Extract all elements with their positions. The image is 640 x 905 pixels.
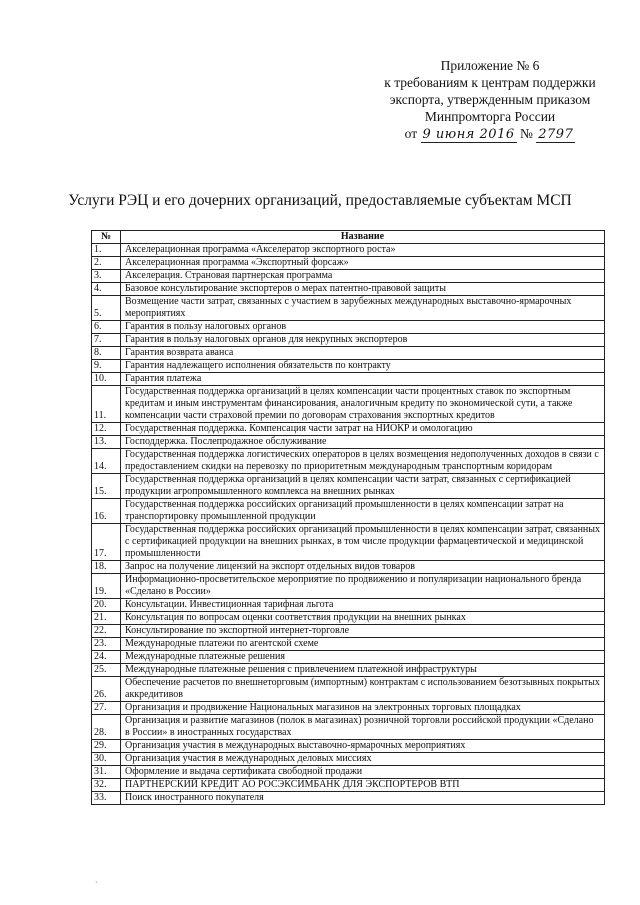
service-name: Консультации. Инвестиционная тарифная льгота [121,599,605,612]
table-header-row [92,231,605,244]
service-name: Возмещение части затрат, связанных с участием в зарубежных международных выставочно-ярмарочных мероприятиях [121,296,605,321]
service-name: Гарантия возврата аванса [121,347,605,360]
row-number: 29. [92,740,121,753]
row-number: 32. [92,779,121,792]
row-number: 22. [92,625,121,638]
service-name: Поиск иностранного покупателя [121,792,605,805]
service-name: Базовое консультирование экспортеров о мерах патентно-правовой защиты [121,283,605,296]
appendix-line-2: к требованиям к центрам поддержки [384,75,596,90]
table-row [92,283,605,296]
table-row [92,449,605,474]
row-number: 21. [92,612,121,625]
table-row [92,499,605,524]
table-row [92,753,605,766]
row-number: 31. [92,766,121,779]
service-name: Организация участия в международных выставочно-ярмарочных мероприятиях [121,740,605,753]
service-name: Информационно-просветительское мероприятие по продвижению и популяризации национального бренда «Сделано в России» [121,574,605,599]
row-number: 28. [92,715,121,740]
service-name: Организация и продвижение Национальных магазинов на электронных торговых площадках [121,702,605,715]
service-name: Организация и развитие магазинов (полок в магазинах) розничной торговли российской продукции «Сделано в России» в иностранных государствах [121,715,605,740]
service-name: ПАРТНЕРСКИЙ КРЕДИТ АО РОСЭКСИМБАНК ДЛЯ ЭКСПОРТЕРОВ ВТП [121,779,605,792]
row-number: 16. [92,499,121,524]
services-table [91,230,605,805]
service-name: Господдержка. Послепродажное обслуживание [121,436,605,449]
table-row [92,347,605,360]
table-row [92,334,605,347]
row-number: 15. [92,474,121,499]
service-name: Гарантия в пользу налоговых органов [121,321,605,334]
scan-mark: ` [95,880,98,890]
table-row [92,270,605,283]
table-body [92,244,605,805]
service-name: Консультирование по экспортной интернет-торговле [121,625,605,638]
row-number: 13. [92,436,121,449]
table-row [92,715,605,740]
row-number: 14. [92,449,121,474]
service-name: Организация участия в международных деловых миссиях [121,753,605,766]
table-row [92,779,605,792]
table-row [92,651,605,664]
number-label: № [519,126,533,141]
service-name: Обеспечение расчетов по внешнеторговым (импортным) контрактам с использованием безотзывных покрытых аккредитивов [121,677,605,702]
row-number: 6. [92,321,121,334]
service-name: Акселерационная программа «Акселератор экспортного роста» [121,244,605,257]
table-row [92,766,605,779]
table-row [92,244,605,257]
table-row [92,740,605,753]
service-name: Гарантия надлежащего исполнения обязательств по контракту [121,360,605,373]
service-name: Гарантия платежа [121,373,605,386]
table-row [92,296,605,321]
table-row [92,612,605,625]
table-row [92,792,605,805]
handwritten-date: 9 июня 2016 [422,127,515,142]
row-number: 5. [92,296,121,321]
service-name: Международные платежи по агентской схеме [121,638,605,651]
table-row [92,664,605,677]
column-header-name: Название [121,231,605,244]
service-name: Государственная поддержка логистических операторов в целях возмещения недополученных доходов в связи с предоставлением скидки на перевозку по приоритетным международным транспортным коридорам [121,449,605,474]
row-number: 17. [92,524,121,561]
row-number: 18. [92,561,121,574]
table-row [92,524,605,561]
row-number: 3. [92,270,121,283]
service-name: Международные платежные решения с привлечением платежной инфраструктуры [121,664,605,677]
service-name: Акселерационная программа «Экспортный форсаж» [121,257,605,270]
table-row [92,360,605,373]
service-name: Государственная поддержка организаций в целях компенсации части процентных ставок по экспортным кредитам и иным инструментам финансирования, аналогичным кредиту по экономической сути, а также компенсации части страховой премии по договорам страхования экспортных кредитов [121,386,605,423]
table-row [92,561,605,574]
from-label: от [404,126,418,141]
row-number: 20. [92,599,121,612]
row-number: 7. [92,334,121,347]
table-row [92,474,605,499]
order-date-number-line [340,125,640,143]
row-number: 8. [92,347,121,360]
service-name: Акселерация. Страновая партнерская программа [121,270,605,283]
service-name: Оформление и выдача сертификата свободной продажи [121,766,605,779]
appendix-line-4: Минпромторга России [424,109,556,124]
appendix-line-3: экспорта, утвержденным приказом [389,92,591,107]
table-row [92,436,605,449]
service-name: Государственная поддержка. Компенсация части затрат на НИОКР и омологацию [121,423,605,436]
row-number: 33. [92,792,121,805]
table-row [92,677,605,702]
row-number: 25. [92,664,121,677]
table-row [92,625,605,638]
row-number: 2. [92,257,121,270]
service-name: Консультация по вопросам оценки соответствия продукции на внешних рынках [121,612,605,625]
service-name: Международные платежные решения [121,651,605,664]
handwritten-number: 2797 [538,127,574,142]
table-row [92,574,605,599]
row-number: 10. [92,373,121,386]
document-title: Услуги РЭЦ и его дочерних организаций, предоставляемые субъектам МСП [68,192,572,209]
row-number: 27. [92,702,121,715]
table-row [92,638,605,651]
service-name: Государственная поддержка российских организаций промышленности в целях компенсации затрат, связанных с сертификацией продукции на внешних рынках, в том числе продукции фармацевтической и медицинской промышленности [121,524,605,561]
row-number: 23. [92,638,121,651]
row-number: 12. [92,423,121,436]
row-number: 9. [92,360,121,373]
row-number: 11. [92,386,121,423]
row-number: 1. [92,244,121,257]
table-row [92,702,605,715]
service-name: Гарантия в пользу налоговых органов для некрупных экспортеров [121,334,605,347]
table-row [92,423,605,436]
service-name: Государственная поддержка организаций в целях компенсации части затрат, связанных с сертификацией продукции агропромышленного комплекса на внешних рынках [121,474,605,499]
row-number: 4. [92,283,121,296]
row-number: 19. [92,574,121,599]
row-number: 30. [92,753,121,766]
service-name: Запрос на получение лицензий на экспорт отдельных видов товаров [121,561,605,574]
appendix-title: Приложение № 6 [440,58,540,73]
table-row [92,386,605,423]
table-row [92,599,605,612]
table-row [92,257,605,270]
table-row [92,321,605,334]
column-header-number: № [92,231,121,244]
row-number: 24. [92,651,121,664]
row-number: 26. [92,677,121,702]
service-name: Государственная поддержка российских организаций промышленности в целях компенсации затрат на транспортировку промышленной продукции [121,499,605,524]
table-row [92,373,605,386]
appendix-header [340,57,640,143]
